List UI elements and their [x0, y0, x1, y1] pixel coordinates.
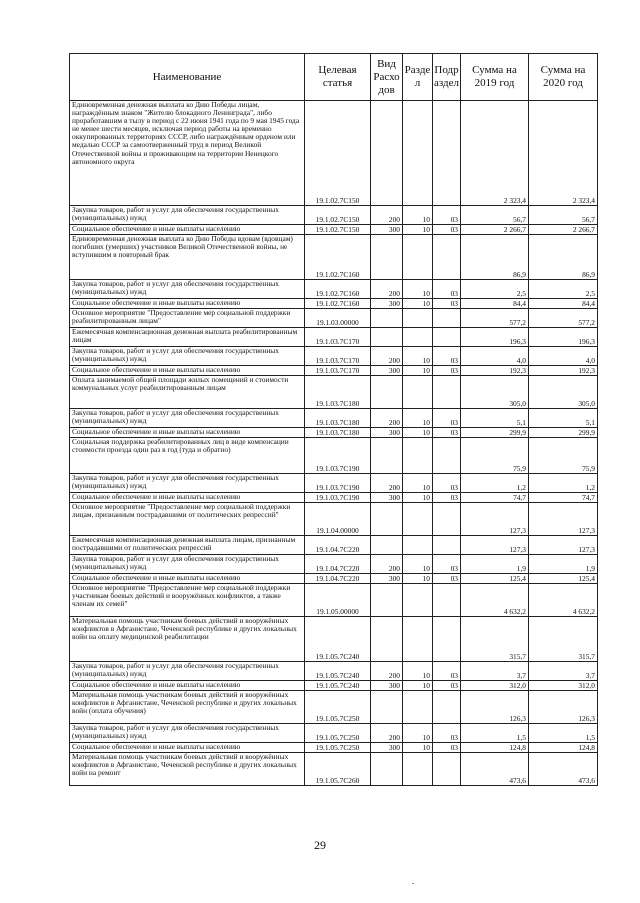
- cell-sum2020: 4,0: [529, 347, 598, 366]
- cell-vid: 300: [371, 493, 403, 503]
- cell-target: 19.1.02.7С160: [305, 280, 371, 299]
- cell-sum2019: 75,9: [461, 438, 529, 474]
- cell-sum2020: 126,3: [529, 691, 598, 724]
- cell-vid: 200: [371, 555, 403, 574]
- cell-sum2020: 1,2: [529, 474, 598, 493]
- header-target: Целевая статья: [305, 54, 371, 101]
- cell-name: Социальное обеспечение и иные выплаты населению: [70, 493, 305, 503]
- cell-sum2019: 196,3: [461, 328, 529, 347]
- cell-target: 19.1.03.7С180: [305, 376, 371, 409]
- cell-target: 19.1.03.7С190: [305, 438, 371, 474]
- cell-sum2020: 127,3: [529, 536, 598, 555]
- cell-sum2019: 127,3: [461, 536, 529, 555]
- cell-sum2019: 577,2: [461, 309, 529, 328]
- cell-name: Социальное обеспечение и иные выплаты населению: [70, 299, 305, 309]
- table-row: [70, 743, 598, 753]
- cell-name: Закупка товаров, работ и услуг для обеспечения государственных (муниципальных) нужд: [70, 280, 305, 299]
- cell-razdel: 10: [403, 555, 433, 574]
- cell-sum2019: 2,5: [461, 280, 529, 299]
- cell-target: 19.1.05.7С240: [305, 617, 371, 662]
- cell-sum2020: 86,9: [529, 235, 598, 280]
- cell-razdel: [403, 438, 433, 474]
- cell-target: 19.1.03.7С180: [305, 428, 371, 438]
- cell-vid: 200: [371, 724, 403, 743]
- table-row: [70, 309, 598, 328]
- cell-target: 19.1.04.00000: [305, 503, 371, 536]
- cell-sum2020: 577,2: [529, 309, 598, 328]
- cell-razdel: [403, 328, 433, 347]
- cell-sum2019: 299,9: [461, 428, 529, 438]
- cell-razdel: [403, 309, 433, 328]
- cell-podrazdel: 03: [433, 724, 461, 743]
- cell-podrazdel: [433, 438, 461, 474]
- cell-target: 19.1.02.7С160: [305, 235, 371, 280]
- cell-target: 19.1.05.7С240: [305, 662, 371, 681]
- header-sum2019: Сумма на 2019 год: [461, 54, 529, 101]
- cell-razdel: 10: [403, 474, 433, 493]
- cell-name: Социальное обеспечение и иные выплаты населению: [70, 366, 305, 376]
- cell-vid: 200: [371, 662, 403, 681]
- cell-podrazdel: 03: [433, 280, 461, 299]
- cell-sum2020: 124,8: [529, 743, 598, 753]
- cell-sum2020: 4 632,2: [529, 584, 598, 617]
- cell-sum2020: 305,0: [529, 376, 598, 409]
- cell-target: 19.1.04.7С220: [305, 536, 371, 555]
- cell-name: Единовременная денежная выплата ко Дню Победы лицам, награждённым знаком "Жителю блокадного Ленинграда", либо проработавшим в тылу в период с 22 июня 1941 года по 9 мая 1945 года не менее шести месяцев, исключая период работы на временно оккупированных территориях СССР, либо награждённым орденом или медалью СССР за самоотверженный труд в период Великой Отечественной войны и проживающим на территории Ненецкого автономного округа: [70, 101, 305, 206]
- table-row: [70, 328, 598, 347]
- cell-sum2019: 125,4: [461, 574, 529, 584]
- cell-vid: [371, 503, 403, 536]
- cell-name: Социальное обеспечение и иные выплаты населению: [70, 681, 305, 691]
- cell-target: 19.1.05.7С250: [305, 743, 371, 753]
- cell-name: Социальное обеспечение и иные выплаты населению: [70, 574, 305, 584]
- cell-vid: 200: [371, 347, 403, 366]
- cell-name: Закупка товаров, работ и услуг для обеспечения государственных (муниципальных) нужд: [70, 409, 305, 428]
- cell-podrazdel: [433, 691, 461, 724]
- cell-sum2020: 75,9: [529, 438, 598, 474]
- cell-name: Материальная помощь участникам боевых действий и вооружённых конфликтов в Афганистане, Чеченской республике и других локальных войн на оплату медицинской реабилитации: [70, 617, 305, 662]
- table-row: [70, 555, 598, 574]
- table-row: [70, 225, 598, 235]
- table-row: [70, 584, 598, 617]
- cell-podrazdel: 03: [433, 493, 461, 503]
- table-row: [70, 691, 598, 724]
- table-row: [70, 681, 598, 691]
- table-row: [70, 536, 598, 555]
- cell-podrazdel: [433, 617, 461, 662]
- cell-sum2020: 192,3: [529, 366, 598, 376]
- cell-razdel: [403, 617, 433, 662]
- cell-name: Ежемесячная компенсационная денежная выплата лицам, признанным пострадавшими от политических репрессий: [70, 536, 305, 555]
- cell-podrazdel: [433, 503, 461, 536]
- cell-target: 19.1.03.00000: [305, 309, 371, 328]
- cell-vid: 300: [371, 366, 403, 376]
- cell-sum2020: 315,7: [529, 617, 598, 662]
- cell-target: 19.1.03.7С180: [305, 409, 371, 428]
- cell-sum2020: 84,4: [529, 299, 598, 309]
- cell-sum2019: 1,2: [461, 474, 529, 493]
- cell-podrazdel: 03: [433, 574, 461, 584]
- cell-name: Закупка товаров, работ и услуг для обеспечения государственных (муниципальных) нужд: [70, 474, 305, 493]
- cell-razdel: 10: [403, 409, 433, 428]
- cell-sum2019: 1,9: [461, 555, 529, 574]
- cell-razdel: 10: [403, 681, 433, 691]
- cell-razdel: [403, 376, 433, 409]
- cell-sum2019: 305,0: [461, 376, 529, 409]
- table-row: [70, 101, 598, 206]
- table-row: [70, 409, 598, 428]
- cell-vid: 300: [371, 574, 403, 584]
- cell-sum2020: 127,3: [529, 503, 598, 536]
- cell-sum2020: 299,9: [529, 428, 598, 438]
- header-razdel: Раздел: [403, 54, 433, 101]
- cell-podrazdel: [433, 235, 461, 280]
- cell-razdel: [403, 753, 433, 786]
- cell-razdel: [403, 101, 433, 206]
- cell-podrazdel: 03: [433, 206, 461, 225]
- cell-podrazdel: 03: [433, 681, 461, 691]
- page-number: 29: [314, 838, 326, 852]
- table-row: [70, 617, 598, 662]
- cell-target: 19.1.02.7С150: [305, 225, 371, 235]
- cell-name: Основное мероприятие "Предоставление мер социальной поддержки лицам, признанным пострадавшими от политических репрессий": [70, 503, 305, 536]
- cell-sum2019: 126,3: [461, 691, 529, 724]
- cell-sum2019: 86,9: [461, 235, 529, 280]
- cell-razdel: [403, 691, 433, 724]
- cell-sum2020: 312,0: [529, 681, 598, 691]
- cell-vid: [371, 235, 403, 280]
- header-sum2020: Сумма на 2020 год: [529, 54, 598, 101]
- table-row: [70, 280, 598, 299]
- cell-target: 19.1.05.7С250: [305, 691, 371, 724]
- cell-vid: [371, 438, 403, 474]
- cell-sum2019: 124,8: [461, 743, 529, 753]
- cell-target: 19.1.03.7С170: [305, 328, 371, 347]
- cell-target: 19.1.05.00000: [305, 584, 371, 617]
- cell-razdel: 10: [403, 347, 433, 366]
- cell-sum2019: 1,5: [461, 724, 529, 743]
- cell-razdel: 10: [403, 724, 433, 743]
- cell-name: Закупка товаров, работ и услуг для обеспечения государственных (муниципальных) нужд: [70, 206, 305, 225]
- table-row: [70, 474, 598, 493]
- cell-podrazdel: [433, 753, 461, 786]
- cell-razdel: 10: [403, 280, 433, 299]
- cell-podrazdel: 03: [433, 366, 461, 376]
- cell-razdel: 10: [403, 574, 433, 584]
- cell-podrazdel: 03: [433, 225, 461, 235]
- cell-target: 19.1.05.7С260: [305, 753, 371, 786]
- cell-sum2020: 56,7: [529, 206, 598, 225]
- cell-vid: [371, 584, 403, 617]
- cell-sum2020: 2 323,4: [529, 101, 598, 206]
- cell-name: Оплата занимаемой общей площади жилых помещений и стоимости коммунальных услуг реабилитированным лицам: [70, 376, 305, 409]
- cell-sum2020: 473,6: [529, 753, 598, 786]
- cell-name: Ежемесячная компенсационная денежная выплата реабилитированным лицам: [70, 328, 305, 347]
- cell-name: Материальная помощь участникам боевых действий и вооружённых конфликтов в Афганистане, Чеченской республике и других локальных войн на ремонт: [70, 753, 305, 786]
- table-row: [70, 376, 598, 409]
- cell-podrazdel: [433, 328, 461, 347]
- cell-vid: [371, 617, 403, 662]
- cell-razdel: 10: [403, 662, 433, 681]
- cell-razdel: 10: [403, 493, 433, 503]
- cell-vid: 200: [371, 409, 403, 428]
- cell-vid: 300: [371, 428, 403, 438]
- cell-sum2020: 2 266,7: [529, 225, 598, 235]
- cell-vid: [371, 536, 403, 555]
- cell-podrazdel: 03: [433, 409, 461, 428]
- cell-target: 19.1.03.7С170: [305, 347, 371, 366]
- header-row: [70, 54, 598, 101]
- table-row: [70, 503, 598, 536]
- scan-speck: [412, 883, 414, 884]
- table-row: [70, 753, 598, 786]
- cell-sum2019: 312,0: [461, 681, 529, 691]
- cell-razdel: 10: [403, 366, 433, 376]
- cell-target: 19.1.02.7С150: [305, 206, 371, 225]
- cell-target: 19.1.04.7С220: [305, 574, 371, 584]
- cell-sum2020: 74,7: [529, 493, 598, 503]
- cell-podrazdel: 03: [433, 662, 461, 681]
- cell-vid: 200: [371, 474, 403, 493]
- cell-razdel: [403, 503, 433, 536]
- cell-sum2020: 2,5: [529, 280, 598, 299]
- table-row: [70, 724, 598, 743]
- cell-sum2019: 2 266,7: [461, 225, 529, 235]
- cell-razdel: [403, 584, 433, 617]
- cell-sum2020: 1,9: [529, 555, 598, 574]
- cell-target: 19.1.05.7С250: [305, 724, 371, 743]
- table-body: [70, 101, 598, 786]
- table-row: [70, 662, 598, 681]
- cell-target: 19.1.05.7С240: [305, 681, 371, 691]
- cell-sum2019: 84,4: [461, 299, 529, 309]
- cell-razdel: 10: [403, 299, 433, 309]
- cell-podrazdel: 03: [433, 428, 461, 438]
- header-vid: Вид Расходов: [371, 54, 403, 101]
- table-row: [70, 428, 598, 438]
- cell-sum2019: 3,7: [461, 662, 529, 681]
- cell-name: Материальная помощь участникам боевых действий и вооружённых конфликтов в Афганистане, Чеченской республике и других локальных войн (оплата обучения): [70, 691, 305, 724]
- cell-razdel: [403, 235, 433, 280]
- table-row: [70, 206, 598, 225]
- cell-target: 19.1.04.7С220: [305, 555, 371, 574]
- cell-razdel: 10: [403, 206, 433, 225]
- cell-podrazdel: 03: [433, 743, 461, 753]
- header-podrazdel: Подраздел: [433, 54, 461, 101]
- cell-name: Социальное обеспечение и иные выплаты населению: [70, 428, 305, 438]
- table-row: [70, 235, 598, 280]
- cell-sum2020: 1,5: [529, 724, 598, 743]
- cell-name: Основное мероприятие "Предоставление мер социальной поддержки участникам боевых действий и вооружённых конфликтов, а также членам их семей": [70, 584, 305, 617]
- cell-podrazdel: 03: [433, 555, 461, 574]
- table-row: [70, 438, 598, 474]
- cell-vid: 300: [371, 225, 403, 235]
- cell-name: Основное мероприятие "Предоставление мер социальной поддержки реабилитированным лицам": [70, 309, 305, 328]
- cell-sum2020: 5,1: [529, 409, 598, 428]
- header-name: Наименование: [70, 54, 305, 101]
- cell-name: Единовременная денежная выплата ко Дню Победы вдовам (вдовцам) погибших (умерших) участников Великой Отечественной войны, не вступившим в повторный брак: [70, 235, 305, 280]
- cell-podrazdel: [433, 309, 461, 328]
- cell-name: Социальная поддержка реабилитированных лиц в виде компенсации стоимости проезда один раз в год (туда и обратно): [70, 438, 305, 474]
- cell-sum2019: 473,6: [461, 753, 529, 786]
- cell-vid: [371, 328, 403, 347]
- cell-vid: 300: [371, 299, 403, 309]
- cell-target: 19.1.02.7С150: [305, 101, 371, 206]
- cell-sum2019: 127,3: [461, 503, 529, 536]
- cell-target: 19.1.02.7С160: [305, 299, 371, 309]
- cell-vid: [371, 376, 403, 409]
- cell-podrazdel: 03: [433, 474, 461, 493]
- cell-vid: 200: [371, 206, 403, 225]
- cell-vid: [371, 753, 403, 786]
- table-row: [70, 493, 598, 503]
- cell-name: Закупка товаров, работ и услуг для обеспечения государственных (муниципальных) нужд: [70, 347, 305, 366]
- cell-sum2020: 125,4: [529, 574, 598, 584]
- cell-sum2019: 315,7: [461, 617, 529, 662]
- budget-sheet: [69, 53, 597, 786]
- table-row: [70, 574, 598, 584]
- cell-sum2020: 196,3: [529, 328, 598, 347]
- cell-name: Закупка товаров, работ и услуг для обеспечения государственных (муниципальных) нужд: [70, 555, 305, 574]
- cell-razdel: [403, 536, 433, 555]
- budget-table: [69, 53, 598, 786]
- cell-vid: [371, 101, 403, 206]
- table-row: [70, 347, 598, 366]
- cell-vid: 300: [371, 743, 403, 753]
- cell-sum2020: 3,7: [529, 662, 598, 681]
- cell-vid: 200: [371, 280, 403, 299]
- cell-sum2019: 56,7: [461, 206, 529, 225]
- cell-podrazdel: [433, 584, 461, 617]
- cell-podrazdel: [433, 536, 461, 555]
- cell-sum2019: 74,7: [461, 493, 529, 503]
- cell-vid: 300: [371, 681, 403, 691]
- cell-target: 19.1.03.7С190: [305, 493, 371, 503]
- cell-vid: [371, 309, 403, 328]
- cell-sum2019: 192,3: [461, 366, 529, 376]
- cell-name: Закупка товаров, работ и услуг для обеспечения государственных (муниципальных) нужд: [70, 662, 305, 681]
- cell-name: Социальное обеспечение и иные выплаты населению: [70, 743, 305, 753]
- cell-podrazdel: 03: [433, 347, 461, 366]
- cell-podrazdel: [433, 376, 461, 409]
- cell-target: 19.1.03.7С170: [305, 366, 371, 376]
- cell-sum2019: 5,1: [461, 409, 529, 428]
- cell-sum2019: 2 323,4: [461, 101, 529, 206]
- table-row: [70, 299, 598, 309]
- cell-podrazdel: [433, 101, 461, 206]
- cell-podrazdel: 03: [433, 299, 461, 309]
- cell-sum2019: 4 632,2: [461, 584, 529, 617]
- cell-vid: [371, 691, 403, 724]
- cell-name: Закупка товаров, работ и услуг для обеспечения государственных (муниципальных) нужд: [70, 724, 305, 743]
- cell-sum2019: 4,0: [461, 347, 529, 366]
- table-row: [70, 366, 598, 376]
- cell-razdel: 10: [403, 743, 433, 753]
- cell-razdel: 10: [403, 225, 433, 235]
- cell-razdel: 10: [403, 428, 433, 438]
- cell-target: 19.1.03.7С190: [305, 474, 371, 493]
- cell-name: Социальное обеспечение и иные выплаты населению: [70, 225, 305, 235]
